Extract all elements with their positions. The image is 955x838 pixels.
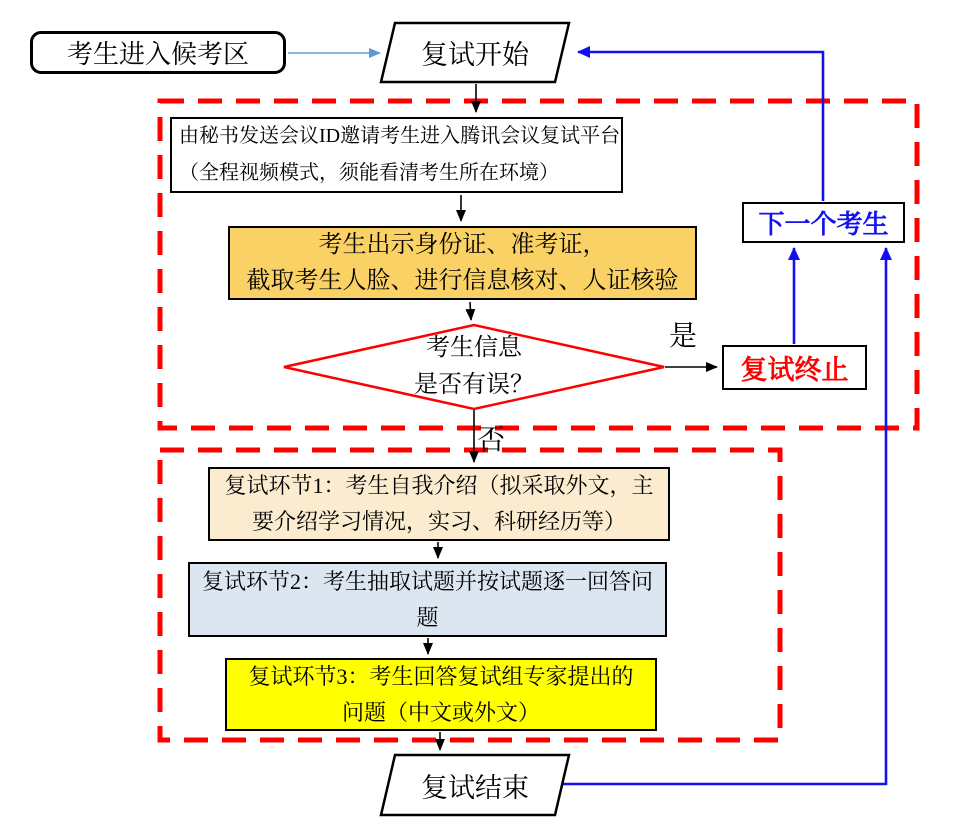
node-stage1 [208, 467, 670, 541]
node-meeting-info-line2: （全程视频模式，须能看清考生所在环境） [179, 162, 559, 184]
node-terminate-label: 复试终止 [740, 355, 849, 385]
node-stage3-line1: 复试环节3：考生回答复试组专家提出的 [248, 663, 634, 689]
node-meeting-info [170, 117, 623, 193]
node-start-label: 复试开始 [421, 40, 529, 70]
node-waiting-label: 考生进入候考区 [66, 40, 249, 69]
node-decision [354, 329, 594, 405]
node-stage2-line2: 题 [416, 604, 439, 630]
node-waiting-area [30, 31, 286, 74]
node-terminate [722, 345, 867, 390]
node-id-check [228, 226, 697, 300]
node-end [385, 755, 565, 815]
node-stage2 [188, 562, 667, 637]
branch-label-no: 否 [476, 425, 505, 456]
node-next-candidate-label: 下一个考生 [758, 210, 889, 239]
branch-label-yes: 是 [668, 321, 697, 352]
node-id-check-line2: 截取考生人脸、进行信息核对、人证核验 [246, 268, 679, 294]
node-stage1-line2: 要介绍学习情况，实习、科研经历等） [251, 509, 626, 534]
arrow-idcheck-to-decision [470, 302, 471, 320]
node-decision-line2: 是否有误？ [414, 372, 534, 398]
node-stage1-line1: 复试环节1：考生自我介绍（拟采取外文，主 [224, 473, 654, 498]
node-meeting-info-line1: 由秘书发送会议ID邀请考生进入腾讯会议复试平台 [179, 125, 621, 147]
node-decision-line1: 考生信息 [426, 335, 522, 361]
node-start [385, 23, 565, 82]
node-stage3 [225, 658, 657, 731]
node-id-check-line1: 考生出示身份证、准考证， [318, 232, 607, 258]
node-end-label: 复试结束 [421, 772, 529, 803]
node-next-candidate [742, 202, 905, 243]
node-stage2-line1: 复试环节2：考生抽取试题并按试题逐一回答问 [201, 568, 653, 594]
node-stage3-line2: 问题（中文或外文） [341, 699, 540, 725]
